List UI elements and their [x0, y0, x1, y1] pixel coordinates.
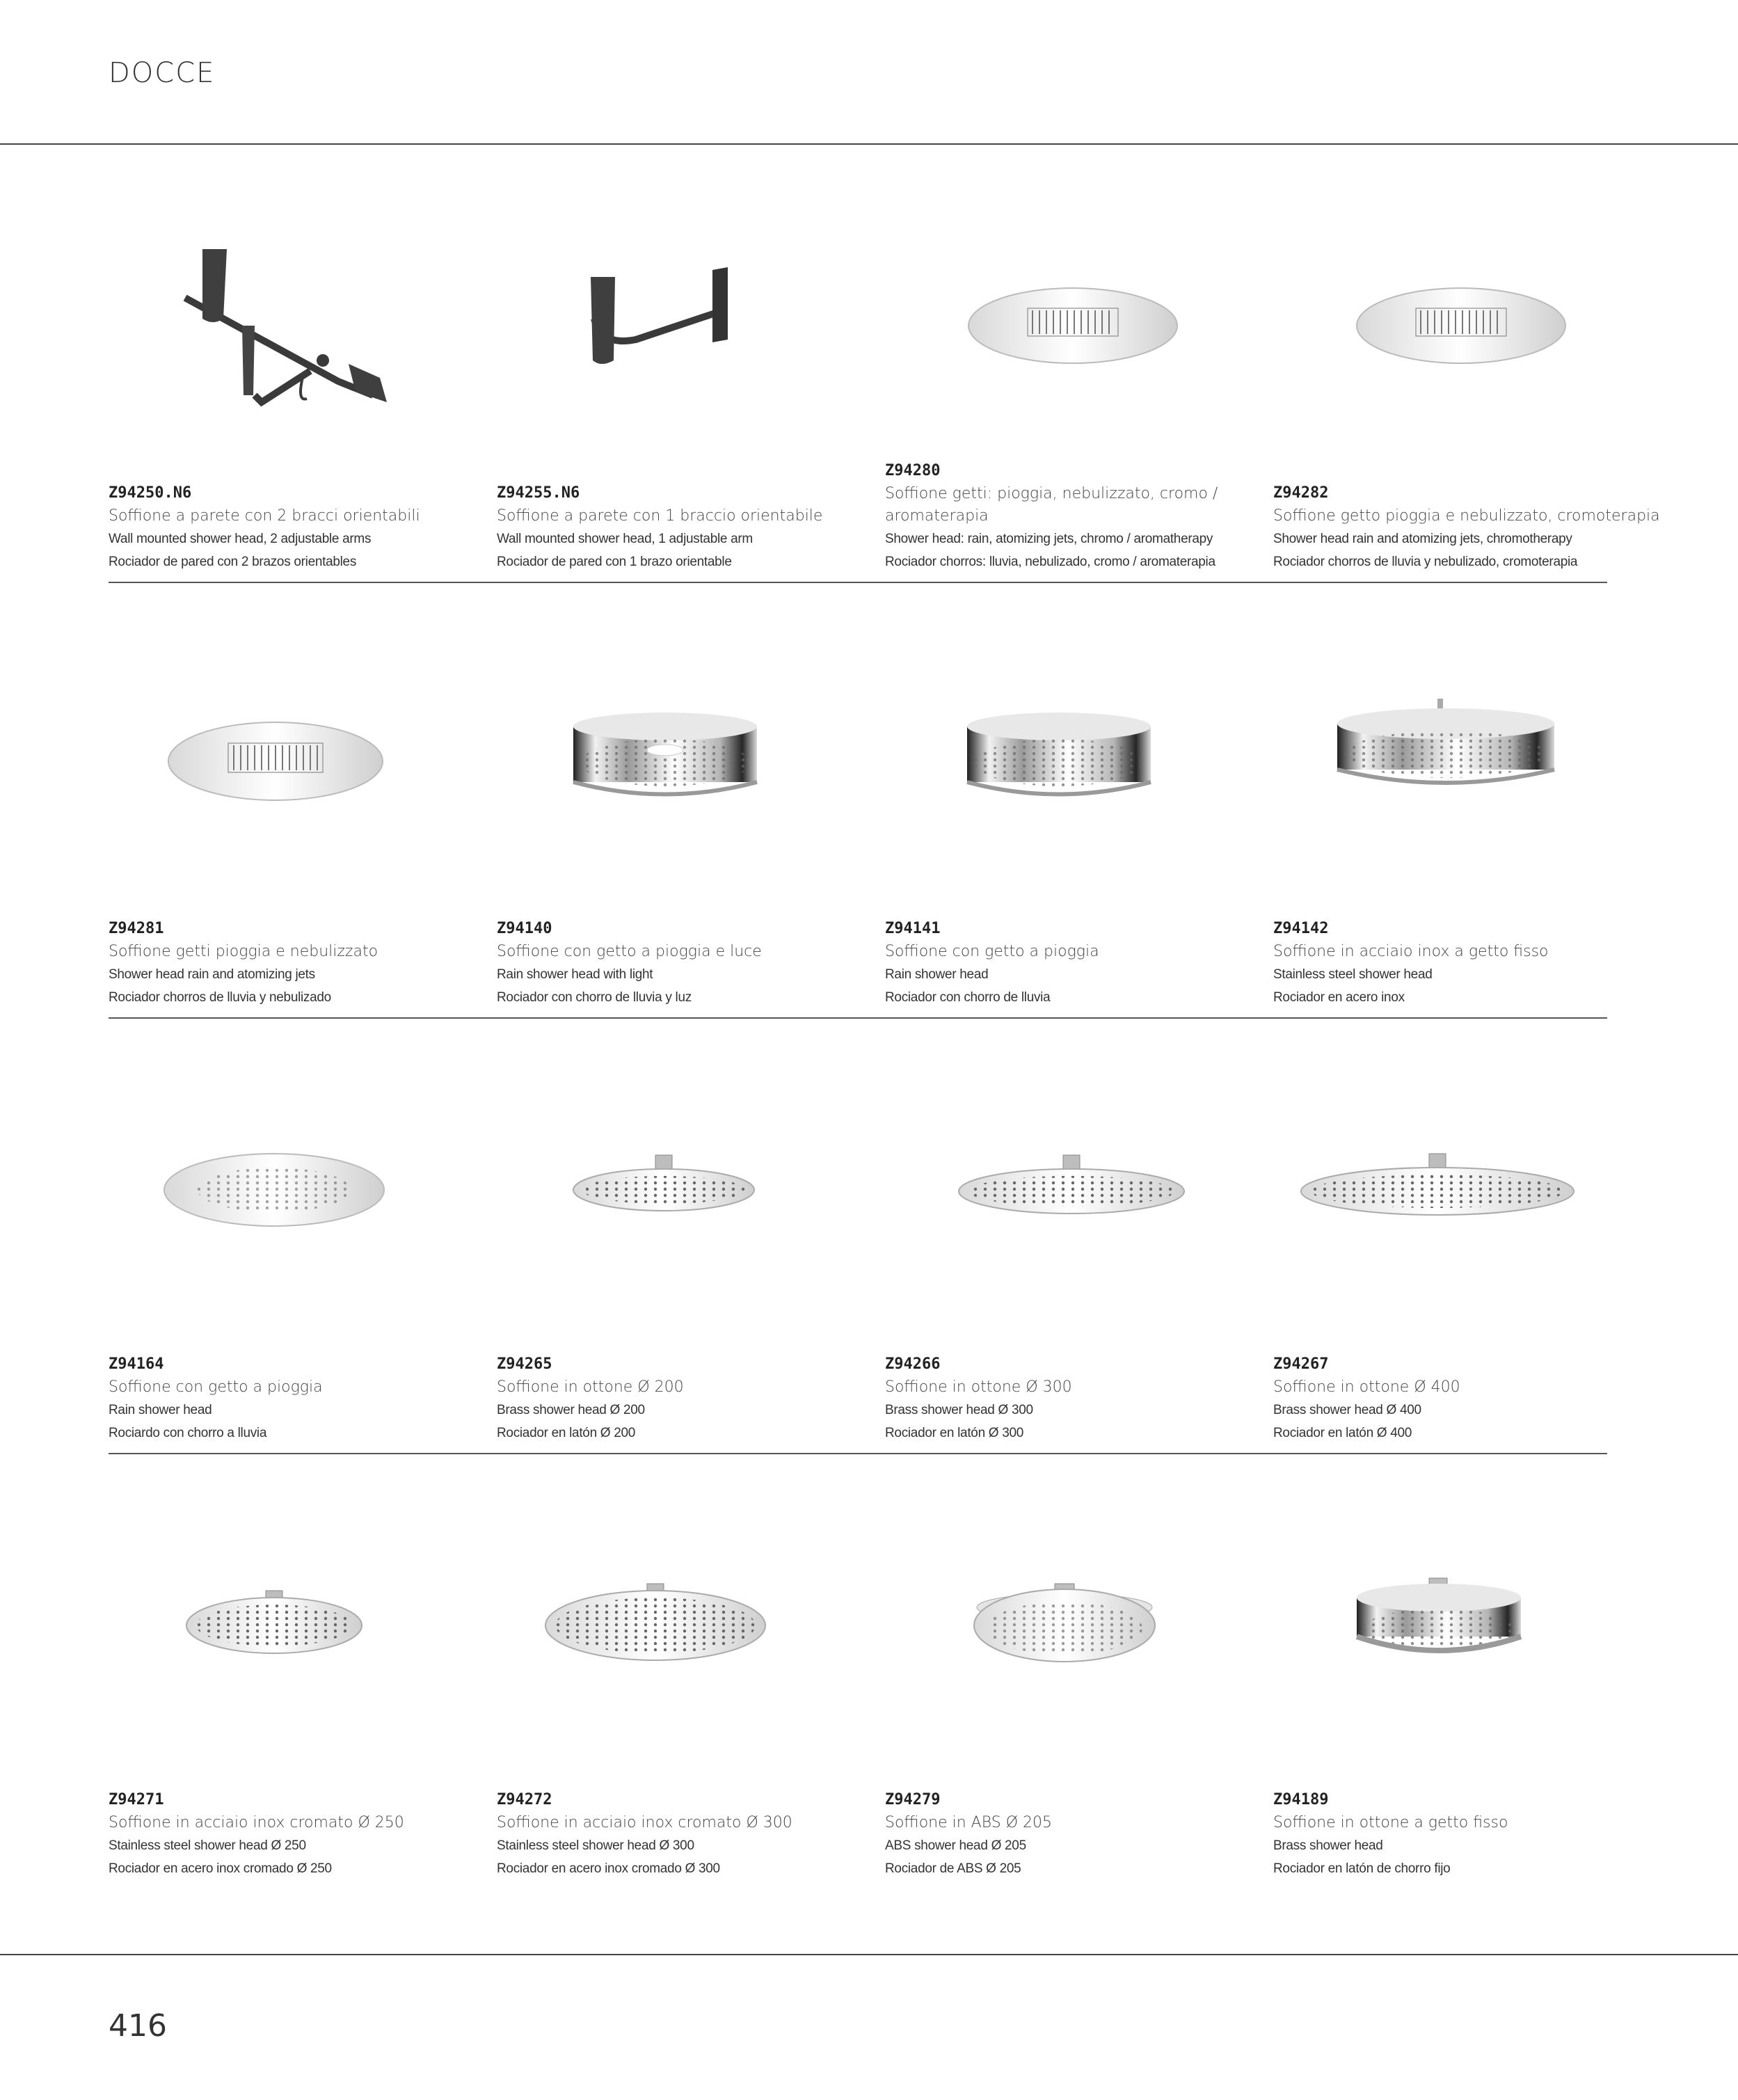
description-spanish: Rociador en acero inox cromado Ø 250 — [109, 1861, 332, 1876]
footer-divider — [0, 1954, 1738, 1955]
ceiling-oval-shower-icon — [885, 221, 1261, 486]
product-info — [109, 1788, 526, 1880]
description-italian: Soffione getti pioggia e nebulizzato — [109, 943, 378, 960]
product-card — [497, 1092, 872, 1454]
description-english: Brass shower head Ø 200 — [497, 1403, 645, 1417]
product-row-1 — [109, 221, 1660, 583]
description-spanish: Rociador chorros: lluvia, nebulizado, cromo / aromaterapia — [885, 555, 1215, 569]
description-italian: Soffione in ottone Ø 400 — [1273, 1378, 1460, 1396]
description-italian: Soffione a parete con 1 braccio orientabile — [497, 507, 823, 525]
description-english: Stainless steel shower head Ø 250 — [109, 1838, 306, 1853]
description-spanish: Rociador en latón Ø 300 — [885, 1426, 1024, 1440]
row-divider — [109, 1453, 1607, 1454]
product-code: Z94280 — [885, 462, 941, 479]
round-shower-large-icon — [1273, 1092, 1649, 1357]
product-card — [497, 657, 872, 1019]
description-italian: Soffione in acciaio inox cromato Ø 300 — [497, 1814, 792, 1831]
product-info — [885, 1788, 1302, 1880]
product-code: Z94142 — [1273, 920, 1329, 937]
product-code: Z94282 — [1273, 484, 1329, 502]
description-spanish: Rociardo con chorro a lluvia — [109, 1426, 267, 1440]
round-shower-medium-icon — [885, 1092, 1261, 1357]
wall-shower-two-arms-icon — [109, 221, 484, 486]
product-info — [109, 1353, 526, 1445]
product-info — [1273, 917, 1691, 1009]
product-card — [109, 1528, 484, 1890]
product-info — [885, 917, 1302, 1009]
product-card — [885, 221, 1261, 583]
product-code: Z94271 — [109, 1791, 164, 1808]
ceiling-oval-shower-icon — [1273, 221, 1649, 486]
round-shower-small-icon — [109, 1528, 484, 1792]
description-english: Brass shower head Ø 300 — [885, 1403, 1033, 1417]
description-spanish: Rociador en latón Ø 400 — [1273, 1426, 1412, 1440]
round-shower-medium-icon — [497, 1528, 872, 1792]
product-card — [1273, 1528, 1649, 1890]
product-info — [497, 1788, 914, 1880]
cylinder-wide-shower-icon — [1273, 657, 1649, 921]
description-spanish: Rociador en acero inox — [1273, 990, 1405, 1005]
product-code: Z94255.N6 — [497, 484, 580, 502]
description-english: Stainless steel shower head Ø 300 — [497, 1838, 694, 1853]
product-card — [1273, 1092, 1649, 1454]
product-card — [109, 221, 484, 583]
description-italian: Soffione con getto a pioggia — [109, 1378, 323, 1396]
description-english: Rain shower head with light — [497, 967, 653, 982]
product-card — [1273, 657, 1649, 1019]
product-row-4 — [109, 1528, 1607, 1890]
product-card — [497, 221, 872, 583]
row-divider — [109, 582, 1607, 583]
product-code: Z94164 — [109, 1355, 164, 1373]
description-english: Wall mounted shower head, 2 adjustable arms — [109, 532, 372, 546]
product-info — [1273, 482, 1691, 573]
product-code: Z94265 — [497, 1355, 552, 1373]
description-spanish: Rociador con chorro de lluvia y luz — [497, 990, 692, 1005]
description-english: Shower head rain and atomizing jets — [109, 967, 315, 982]
description-english: Shower head: rain, atomizing jets, chromo / aromatherapy — [885, 532, 1213, 546]
cylinder-shower-icon — [885, 657, 1261, 921]
description-english: Stainless steel shower head — [1273, 967, 1433, 982]
product-card — [885, 657, 1261, 1019]
description-spanish: Rociador chorros de lluvia y nebulizado, cromoterapia — [1273, 555, 1578, 569]
description-english: Shower head rain and atomizing jets, chromotherapy — [1273, 532, 1572, 546]
product-code: Z94279 — [885, 1791, 941, 1808]
description-italian: Soffione in ottone Ø 200 — [497, 1378, 684, 1396]
cylinder-shower-light-icon — [497, 657, 872, 921]
description-italian: Soffione in ottone a getto fisso — [1273, 1814, 1508, 1831]
description-italian: Soffione in acciaio inox a getto fisso — [1273, 943, 1549, 960]
description-spanish: Rociador con chorro de lluvia — [885, 990, 1051, 1005]
product-info — [497, 917, 914, 1009]
row-divider — [109, 1017, 1607, 1019]
product-code: Z94272 — [497, 1791, 552, 1808]
product-card — [885, 1528, 1261, 1890]
product-code: Z94281 — [109, 920, 164, 937]
wall-shower-one-arm-icon — [497, 221, 872, 486]
page-number: 416 — [109, 2008, 167, 2044]
description-english: Brass shower head — [1273, 1838, 1383, 1853]
header-divider — [0, 143, 1738, 145]
description-italian: Soffione getti: pioggia, nebulizzato, cromo / aromaterapia — [885, 485, 1218, 525]
product-code: Z94140 — [497, 920, 552, 937]
product-info — [1273, 1788, 1691, 1880]
product-code: Z94141 — [885, 920, 941, 937]
description-english: Wall mounted shower head, 1 adjustable arm — [497, 532, 753, 546]
product-card — [497, 1528, 872, 1890]
rimmed-round-shower-icon — [1273, 1528, 1649, 1792]
abs-round-shower-icon — [885, 1528, 1261, 1792]
description-italian: Soffione con getto a pioggia — [885, 943, 1099, 960]
description-spanish: Rociador en acero inox cromado Ø 300 — [497, 1861, 720, 1876]
description-italian: Soffione getto pioggia e nebulizzato, cromoterapia — [1273, 507, 1660, 525]
product-info — [497, 482, 914, 573]
flush-disc-shower-icon — [109, 1092, 484, 1357]
description-italian: Soffione con getto a pioggia e luce — [497, 943, 762, 960]
product-info — [885, 459, 1302, 573]
description-spanish: Rociador en latón Ø 200 — [497, 1426, 636, 1440]
description-english: Rain shower head — [885, 967, 989, 982]
product-info — [885, 1353, 1302, 1445]
description-english: ABS shower head Ø 205 — [885, 1838, 1026, 1853]
product-row-2 — [109, 657, 1607, 1019]
description-spanish: Rociador de ABS Ø 205 — [885, 1861, 1021, 1876]
description-italian: Soffione a parete con 2 bracci orientabili — [109, 507, 420, 525]
product-card — [109, 657, 484, 1019]
product-row-3 — [109, 1092, 1607, 1454]
section-title: DOCCE — [109, 57, 216, 89]
product-card — [1273, 221, 1660, 583]
product-code: Z94250.N6 — [109, 484, 192, 502]
round-shower-small-icon — [497, 1092, 872, 1357]
description-italian: Soffione in ABS Ø 205 — [885, 1814, 1053, 1831]
description-english: Rain shower head — [109, 1403, 212, 1417]
product-code: Z94189 — [1273, 1791, 1329, 1808]
description-spanish: Rociador de pared con 2 brazos orientables — [109, 555, 357, 569]
description-english: Brass shower head Ø 400 — [1273, 1403, 1421, 1417]
product-card — [885, 1092, 1261, 1454]
product-info — [497, 1353, 914, 1445]
description-spanish: Rociador en latón de chorro fijo — [1273, 1861, 1451, 1876]
description-italian: Soffione in ottone Ø 300 — [885, 1378, 1072, 1396]
product-info — [109, 917, 526, 1009]
product-info — [109, 482, 526, 573]
product-code: Z94266 — [885, 1355, 941, 1373]
description-spanish: Rociador de pared con 1 brazo orientable — [497, 555, 732, 569]
description-spanish: Rociador chorros de lluvia y nebulizado — [109, 990, 331, 1005]
product-info — [1273, 1353, 1691, 1445]
ceiling-oval-shower-icon — [109, 657, 484, 921]
product-code: Z94267 — [1273, 1355, 1329, 1373]
product-card — [109, 1092, 484, 1454]
description-italian: Soffione in acciaio inox cromato Ø 250 — [109, 1814, 404, 1831]
